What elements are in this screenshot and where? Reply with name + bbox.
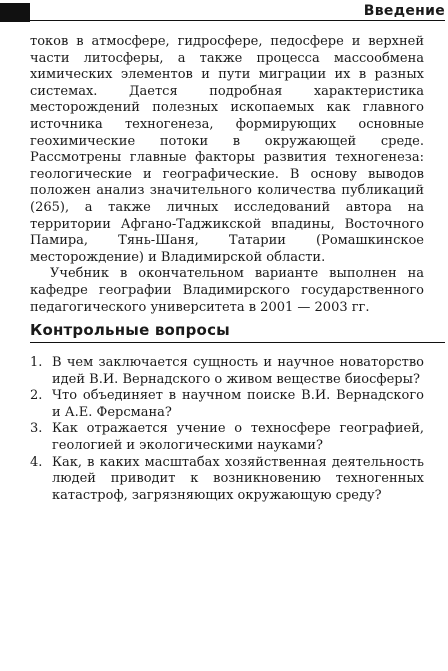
running-head: Введение (363, 3, 445, 19)
question-number: 4. (30, 454, 43, 470)
section-rule (30, 342, 445, 343)
section-title: Контрольные вопросы (30, 321, 230, 339)
question-item (30, 388, 424, 421)
question-item (30, 355, 424, 388)
question-number: 1. (30, 355, 43, 370)
paragraph: токов в атмосфере, гидросфере, педосфере и верхней части литосферы, а также процесса массообмена химических элементов и пути миграции их в разных системах. Дается подробная характеристика месторождений полезных ископаемых как главного источника техногенеза, формирующих основные геохимические потоки в окружающей среде. Рассмотрены главные факторы развития техногенеза: геологические и географические. В основу выводов положен анализ значительного количества публикаций (265), а также личных исследований автора на территории Афгано-Таджикской впадины, Восточного Памира, Тянь-Шаня, Татарии (Ромашкинское месторождение) и Владимирской области. (30, 34, 424, 265)
header-marker-block (0, 3, 30, 22)
question-text: Как отражается учение о техносфере географией, геологией и экологическими науками? (52, 421, 424, 453)
question-text: В чем заключается сущность и научное новаторство идей В.И. Вернадского о живом веществе биосферы? (52, 355, 424, 387)
question-number: 2. (30, 388, 43, 404)
body-text (30, 34, 424, 316)
question-number: 3. (30, 421, 43, 437)
questions-list (30, 355, 424, 504)
question-text: Что объединяет в научном поиске В.И. Вернадского и А.Е. Ферсмана? (52, 388, 424, 420)
paragraph: Учебник в окончательном варианте выполнен на кафедре географии Владимирского государственного педагогического университета в 2001 — 2003 гг. (30, 266, 424, 315)
question-item (30, 455, 424, 505)
question-item (30, 421, 424, 454)
header-rule (30, 20, 445, 21)
question-text: Как, в каких масштабах хозяйственная деятельность людей приводит к возникновению техногенных катастроф, загрязняющих окружающую среду? (52, 454, 424, 503)
